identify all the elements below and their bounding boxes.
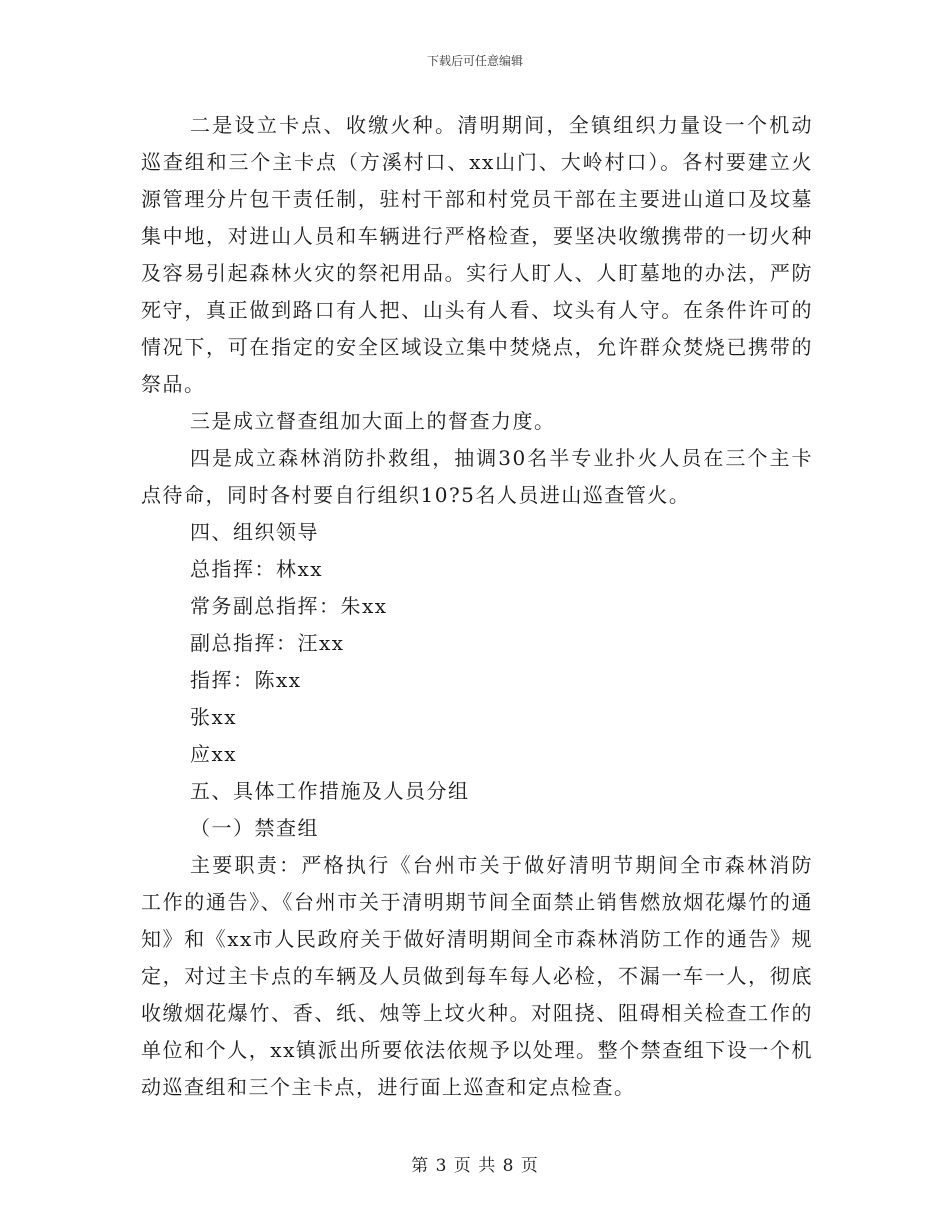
page-header: 下载后可任意编辑	[426, 54, 523, 68]
paragraph-firefighting: 四是成立森林消防扑救组，抽调30名半专业扑火人员在三个主卡点待命，同时各村要自行组织10?5名人员进山巡查管火。	[141, 446, 813, 507]
section-heading-leadership: 四、组织领导	[190, 520, 319, 544]
paragraph-duties: 主要职责：严格执行《台州市关于做好清明节期间全市森林消防工作的通告》、《台州市关于清明期节间全面禁止销售燃放烟花爆竹的通知》和《xx市人民政府关于做好清明期间全市森林消防工作的通告》规定，对过主卡点的车辆及人员做到每车每人必检，不漏一车一人，彻底收缴烟花爆竹、香、纸、烛等上坟火种。对阻挠、阻碍相关检查工作的单位和个人，xx镇派出所要依法依规予以处理。整个禁查组下设一个机动巡查组和三个主卡点，进行面上巡查和定点检查。	[141, 853, 813, 1099]
leader-commander: 总指挥：林xx	[190, 557, 324, 581]
leader-executive-deputy: 常务副总指挥：朱xx	[190, 594, 388, 618]
section-heading-measures: 五、具体工作措施及人员分组	[190, 779, 470, 803]
document-body	[141, 107, 813, 1106]
leader-member: 张xx	[190, 705, 238, 729]
leader-director: 指挥：陈xx	[190, 668, 302, 692]
leader-deputy: 副总指挥：汪xx	[190, 631, 345, 655]
leader-member: 应xx	[190, 742, 238, 766]
paragraph-supervision: 三是成立督查组加大面上的督查力度。	[190, 409, 556, 433]
subsection-heading-inspection: （一）禁查组	[190, 816, 319, 840]
paragraph-checkpoints: 二是设立卡点、收缴火种。清明期间，全镇组织力量设一个机动巡查组和三个主卡点（方溪村口、xx山门、大岭村口）。各村要建立火源管理分片包干责任制，驻村干部和村党员干部在主要进山道口及坟墓集中地，对进山人员和车辆进行严格检查，要坚决收缴携带的一切火种及容易引起森林火灾的祭祀用品。实行人盯人、人盯墓地的办法，严防死守，真正做到路口有人把、山头有人看、坟头有人守。在条件许可的情况下，可在指定的安全区域设立集中焚烧点，允许群众焚烧已携带的祭品。	[141, 113, 813, 396]
page-number: 第 3 页 共 8 页	[411, 1156, 539, 1176]
